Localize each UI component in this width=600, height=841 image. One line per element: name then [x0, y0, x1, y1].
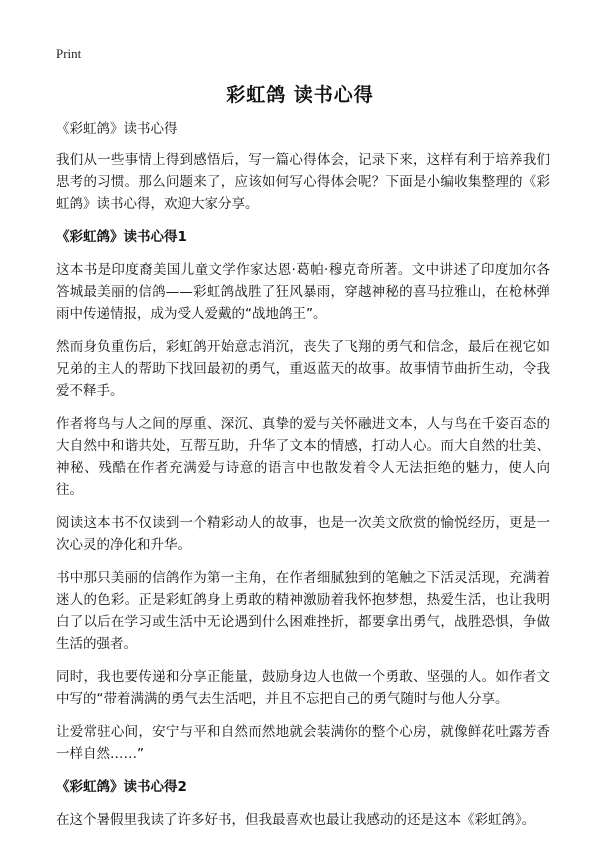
section-1-paragraph-2: 然而身负重伤后，彩虹鸽开始意志消沉，丧失了飞翔的勇气和信念，最后在视它如兄弟的主人的帮助下找回最初的勇气，重返蓝天的故事。故事情节曲折生动，令我爱不释手。	[56, 339, 550, 399]
intro-paragraph: 我们从一些事情上得到感悟后，写一篇心得体会，记录下来，这样有利于培养我们思考的习惯。那么问题来了，应该如何写心得体会呢？下面是小编收集整理的《彩虹鸽》读书心得，欢迎大家分享。	[56, 152, 550, 212]
section-heading-1: 《彩虹鸽》读书心得1	[56, 229, 187, 245]
print-label: Print	[56, 46, 82, 61]
section-1-paragraph-3: 作者将鸟与人之间的厚重、深沉、真挚的爱与关怀融进文本，人与鸟在千姿百态的大自然中和谐共处，互帮互助，升华了文本的情感，打动人心。而大自然的壮美、神秘、残酷在作者充满爱与诗意的语言中也散发着令人无法拒绝的魅力，使人向往。	[56, 416, 550, 498]
document-body	[56, 118, 550, 841]
section-1-paragraph-1: 这本书是印度裔美国儿童文学作家达恩·葛帕·穆克奇所著。文中讲述了印度加尔各答城最美丽的信鸽——彩虹鸽战胜了狂风暴雨，穿越神秘的喜马拉雅山，在枪林弹雨中传递情报，成为受人爱戴的“战地鸽王”。	[56, 262, 550, 322]
section-1-paragraph-6: 同时，我也要传递和分享正能量，鼓励身边人也做一个勇敢、坚强的人。如作者文中写的“带着满满的勇气去生活吧，并且不忘把自己的勇气随时与他人分享。	[56, 669, 550, 707]
section-1-paragraph-4: 阅读这本书不仅读到一个精彩动人的故事，也是一次美文欣赏的愉悦经历，更是一次心灵的净化和升华。	[56, 515, 550, 553]
document-subtitle: 《彩虹鸽》读书心得	[56, 121, 178, 137]
section-1-paragraph-7: 让爱常驻心间，安宁与平和自然而然地就会装满你的整个心房，就像鲜花吐露芳香一样自然……”	[56, 724, 550, 762]
section-heading-2: 《彩虹鸽》读书心得2	[56, 779, 187, 795]
section-1-paragraph-5: 书中那只美丽的信鸽作为第一主角，在作者细腻独到的笔触之下活灵活现，充满着迷人的色彩。正是彩虹鸽身上勇敢的精神激励着我怀抱梦想，热爱生活，也让我明白了以后在学习或生活中无论遇到什么困难挫折，都要拿出勇气，战胜恐惧，争做生活的强者。	[56, 570, 550, 652]
section-2-paragraph-1: 在这个暑假里我读了许多好书，但我最喜欢也最让我感动的还是这本《彩虹鸽》。	[56, 812, 536, 828]
page-title: 彩虹鸽 读书心得	[226, 84, 374, 106]
